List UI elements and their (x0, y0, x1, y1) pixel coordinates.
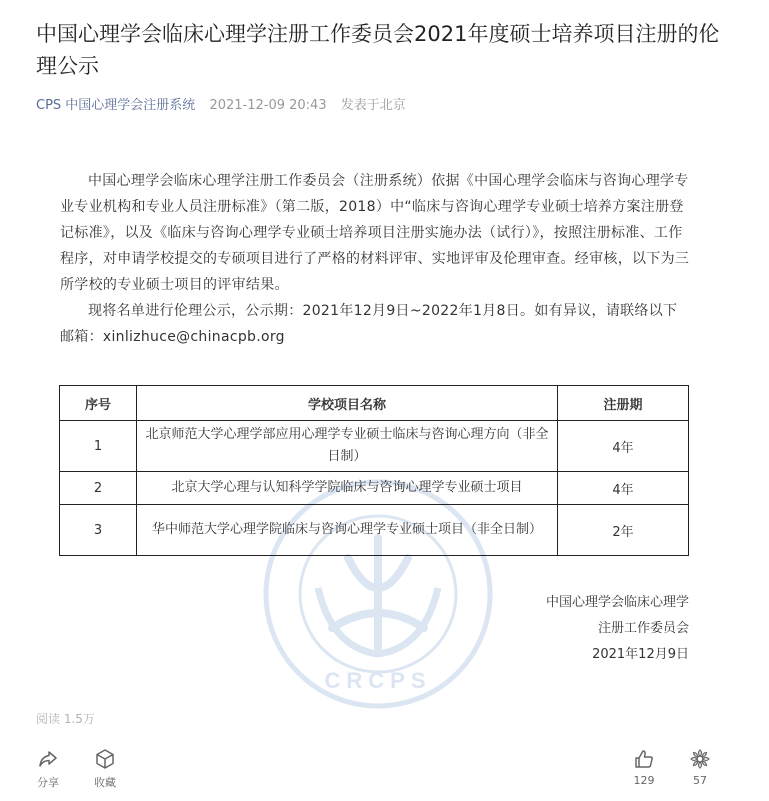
header-index: 序号 (60, 386, 137, 421)
table-row (60, 472, 689, 505)
favorite-button[interactable] (85, 748, 125, 790)
paragraph-1: 中国心理学会临床心理学注册工作委员会（注册系统）依据《中国心理学会临床与咨询心理学专业专业机构和专业人员注册标准》（第二版，2018）中“临床与咨询心理学专业硕士培养方案注册登记标准》，以及《临床与咨询心理学专业硕士培养项目注册实施办法（试行）》，按照注册标准、工作程序，对申请学校提交的专硕项目进行了严格的材料评审、实地评审及伦理审查。经审核，以下为三所学校的专业硕士项目的评审结果。 (60, 173, 690, 293)
thumbs-up-icon (633, 748, 655, 770)
signature-org-line1: 中国心理学会临床心理学 (545, 595, 689, 610)
wow-flower-icon (689, 748, 711, 770)
cell-index: 3 (60, 505, 137, 556)
signature-org-line2: 注册工作委员会 (597, 621, 689, 636)
like-count: 129 (633, 774, 655, 787)
registration-table (59, 385, 689, 556)
cell-project-name: 北京师范大学心理学部应用心理学专业硕士临床与咨询心理方向（非全日制） (137, 421, 558, 472)
paragraph-2: 现将名单进行伦理公示，公示期：2021年12月9日~2022年1月8日。如有异议，请联络以下邮箱：xinlizhuce@chinacpb.org (60, 303, 678, 345)
share-label: 分享 (37, 776, 59, 789)
like-button[interactable] (624, 748, 664, 787)
table-row (60, 505, 689, 556)
table-row (60, 421, 689, 472)
publish-location: 发表于北京 (340, 98, 406, 113)
cell-period: 4年 (558, 472, 689, 505)
cell-index: 2 (60, 472, 137, 505)
bottom-action-bar (0, 748, 769, 798)
share-button[interactable] (28, 748, 68, 790)
wow-count: 57 (693, 774, 707, 787)
article-title: 中国心理学会临床心理学注册工作委员会2021年度硕士培养项目注册的伦理公示 (36, 22, 720, 78)
table-header-row (60, 386, 689, 421)
signature-date: 2021年12月9日 (592, 647, 689, 662)
cell-index: 1 (60, 421, 137, 472)
share-icon (37, 748, 59, 770)
cube-favorite-icon (94, 748, 116, 770)
watermark-text: CRCPS (324, 668, 432, 693)
publish-datetime: 2021-12-09 20:43 (209, 98, 327, 113)
header-project-name: 学校项目名称 (137, 386, 558, 421)
cell-period: 2年 (558, 505, 689, 556)
read-count: 阅读 1.5万 (36, 712, 95, 726)
header-registration-period: 注册期 (558, 386, 689, 421)
signature-block (546, 590, 689, 668)
cell-project-name: 北京大学心理与认知科学学院临床与咨询心理学专业硕士项目 (137, 472, 558, 505)
article-meta (36, 94, 406, 113)
article-body (60, 168, 690, 350)
wow-button[interactable] (680, 748, 720, 787)
cell-project-name: 华中师范大学心理学院临床与咨询心理学专业硕士项目（非全日制） (137, 505, 558, 556)
cell-period: 4年 (558, 421, 689, 472)
favorite-label: 收藏 (94, 776, 116, 789)
account-name-link[interactable]: CPS 中国心理学会注册系统 (36, 98, 196, 113)
